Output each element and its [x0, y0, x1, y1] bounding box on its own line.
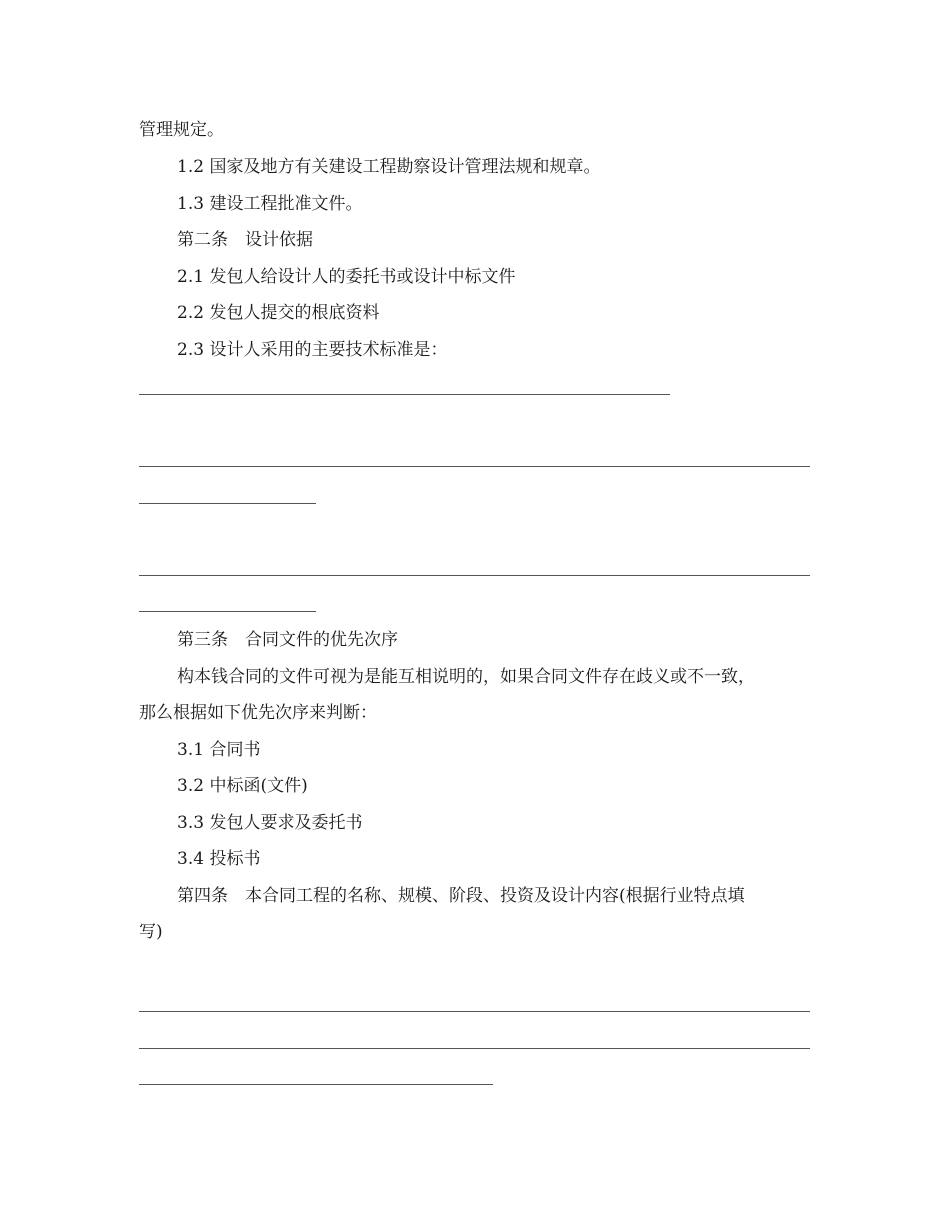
- section-heading: 第二条 设计依据: [177, 230, 313, 250]
- blank-fill-line: [139, 1011, 810, 1012]
- blank-fill-line: [139, 1084, 493, 1085]
- text-line: 管理规定。: [139, 120, 224, 140]
- blank-fill-line: [139, 466, 810, 467]
- text-line: 3.3 发包人要求及委托书: [177, 813, 363, 833]
- blank-fill-line: [139, 575, 810, 576]
- text-line: 2.2 发包人提交的根底资料: [177, 303, 380, 323]
- text-line: 2.3 设计人采用的主要技术标准是：: [177, 340, 448, 360]
- text-line: 构本钱合同的文件可视为是能互相说明的，如果合同文件存在歧义或不一致，: [177, 667, 755, 687]
- text-line: 写): [139, 922, 163, 942]
- blank-fill-line: [139, 394, 670, 395]
- text-line: 2.1 发包人给设计人的委托书或设计中标文件: [177, 267, 516, 287]
- text-line: 1.3 建设工程批准文件。: [177, 194, 363, 214]
- text-line: 3.4 投标书: [177, 849, 261, 869]
- section-heading: 第三条 合同文件的优先次序: [177, 630, 398, 650]
- text-line: 3.2 中标函(文件): [177, 776, 308, 796]
- text-line: 1.2 国家及地方有关建设工程勘察设计管理法规和规章。: [177, 157, 601, 177]
- section-heading: 第四条 本合同工程的名称、规模、阶段、投资及设计内容(根据行业特点填: [177, 886, 745, 906]
- blank-fill-line: [139, 503, 316, 504]
- blank-fill-line: [139, 1048, 810, 1049]
- text-line: 那么根据如下优先次序来判断：: [139, 703, 377, 723]
- blank-fill-line: [139, 611, 316, 612]
- text-line: 3.1 合同书: [177, 740, 261, 760]
